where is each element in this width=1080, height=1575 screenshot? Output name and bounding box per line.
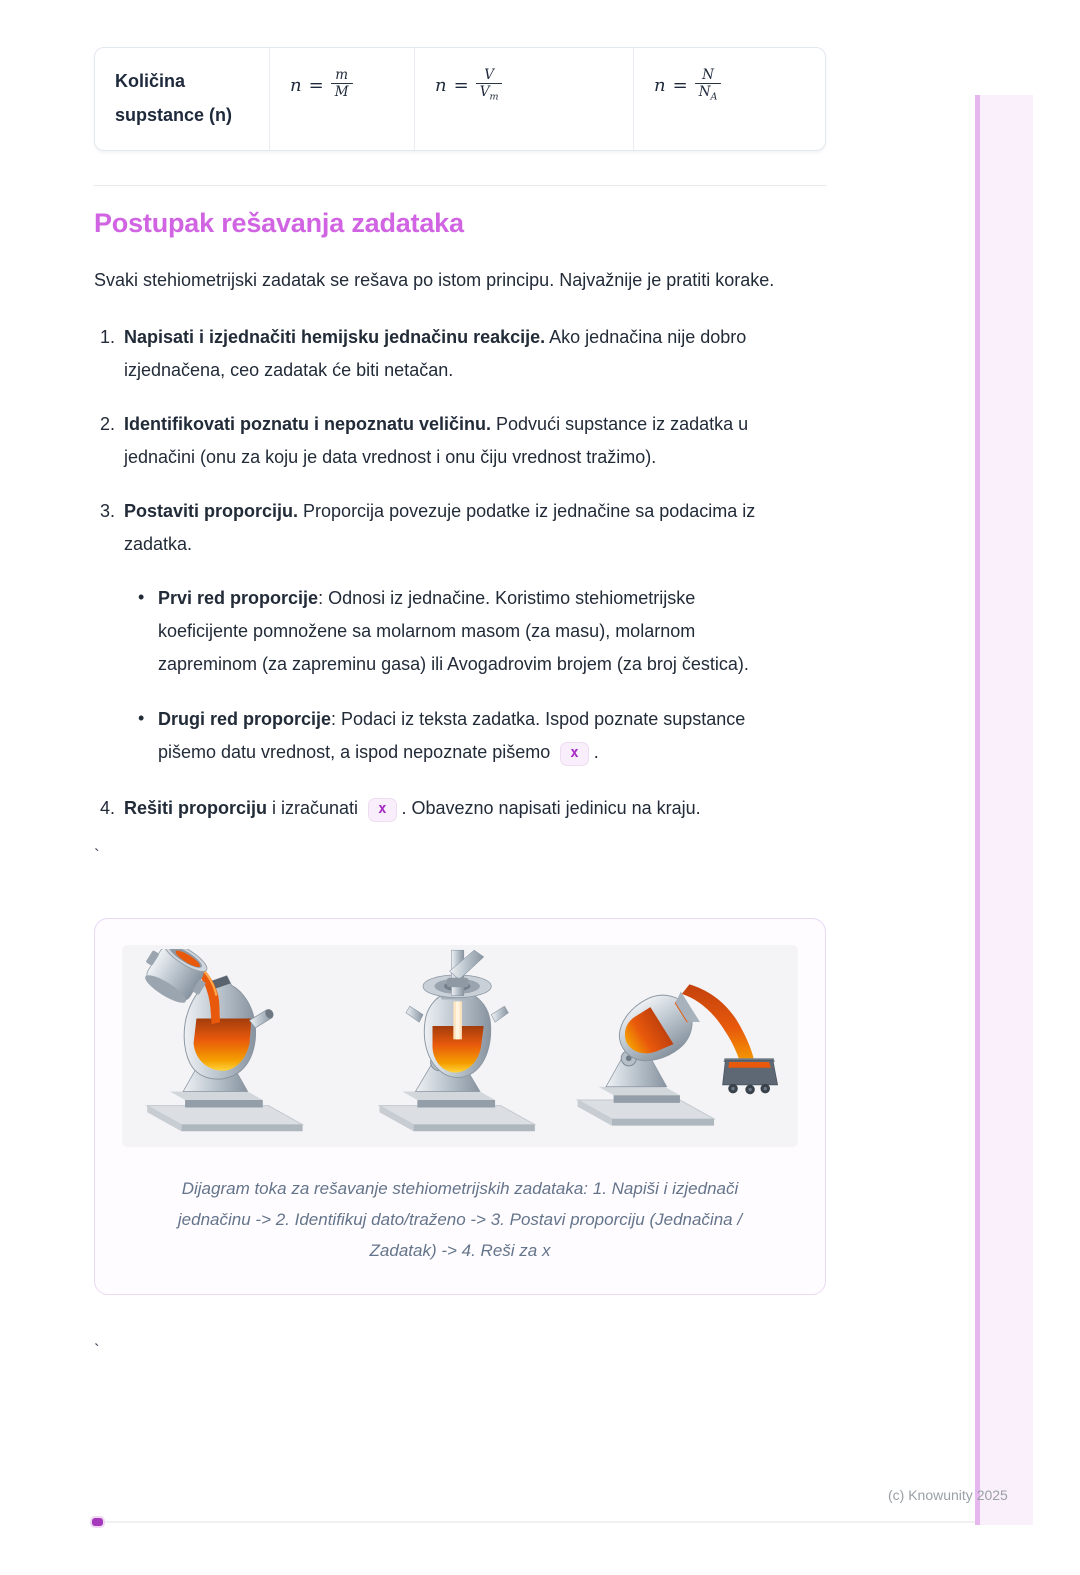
formula-n-m-over-M: n = $\frac{m}{M}$ bbox=[290, 68, 353, 103]
step-number: 2. bbox=[100, 414, 116, 434]
step-bold-text: Napisati i izjednačiti hemijsku jednačinu reakcije. bbox=[124, 327, 546, 347]
figure-image bbox=[122, 945, 798, 1147]
table-formula-cell bbox=[269, 48, 414, 150]
bullet-dot: • bbox=[138, 587, 145, 607]
converter-with-oxygen-lance-illustration bbox=[351, 949, 569, 1141]
progress-handle[interactable] bbox=[92, 1518, 103, 1526]
list-item bbox=[94, 582, 796, 681]
steps-list bbox=[94, 321, 826, 825]
converter-pouring-into-cart-illustration bbox=[570, 949, 788, 1141]
inline-code-x: x bbox=[368, 798, 396, 822]
inline-code-x: x bbox=[560, 742, 588, 766]
quantity-table-row bbox=[94, 47, 826, 151]
step-text: Podvući supstance iz zadatka u jednačini (onu za koju je data vrednost i onu čiju vrednost tražimo). bbox=[124, 414, 749, 467]
step-number: 1. bbox=[100, 327, 116, 347]
bullet-bold-text: Prvi red proporcije bbox=[158, 588, 319, 608]
figure-caption: Dijagram toka za rešavanje stehiometrijskih zadataka: 1. Napiši i izjednači jednačinu -> 2. Identifikuj dato/traženo -> 3. Postavi proporciju (Jednačina / Zadatak) -> 4. Reši za x bbox=[177, 1179, 743, 1260]
step-text: . Obavezno napisati jedinicu na kraju. bbox=[401, 798, 701, 818]
step-number: 4. bbox=[100, 798, 116, 818]
section-divider bbox=[94, 185, 826, 186]
list-item bbox=[94, 495, 826, 769]
step-text: i izračunati bbox=[267, 798, 364, 818]
section-heading: Postupak rešavanja zadataka bbox=[94, 208, 464, 238]
formula-n-V-over-Vm: n = $\frac{V}{V_m}$ bbox=[435, 68, 502, 103]
formula-n-N-over-NA: n = $\frac{N}{N_A}$ bbox=[654, 68, 721, 103]
step-text: Ako jednačina nije dobro izjednačena, ceo zadatak će biti netačan. bbox=[124, 327, 747, 380]
copyright-text: (c) Knowunity 2025 bbox=[888, 1487, 1008, 1503]
stray-backtick: ` bbox=[94, 1341, 100, 1360]
step-bold-text: Identifikovati poznatu i nepoznatu veličinu. bbox=[124, 414, 492, 434]
bullet-text: : Podaci iz teksta zadatka. Ispod poznate supstance pišemo datu vrednost, a ispod nepoznate pišemo bbox=[158, 709, 746, 762]
progress-track bbox=[93, 1521, 1033, 1523]
bullet-text: : Odnosi iz jednačine. Koristimo stehiometrijske koeficijente pomnožene sa molarnom masom (za masu), molarnom zapreminom (za zapreminu gasa) ili Avogadrovim brojem (za broj čestica). bbox=[158, 588, 749, 674]
table-header-cell: Količina supstance (n) bbox=[115, 71, 233, 125]
bullet-bold-text: Drugi red proporcije bbox=[158, 709, 332, 729]
page-edge-highlight-bar bbox=[975, 95, 1033, 1525]
ladle-pouring-into-converter-illustration bbox=[132, 949, 350, 1141]
sub-bullet-list bbox=[94, 582, 796, 769]
step-text: Proporcija povezuje podatke iz jednačine sa podacima iz zadatka. bbox=[124, 501, 756, 554]
step-number: 3. bbox=[100, 501, 116, 521]
table-formula-cell bbox=[633, 48, 827, 150]
bullet-text: . bbox=[593, 742, 599, 762]
table-formula-cell bbox=[414, 48, 633, 150]
intro-paragraph: Svaki stehiometrijski zadatak se rešava po istom principu. Najvažnije je pratiti korake. bbox=[94, 270, 775, 290]
list-item bbox=[94, 408, 826, 474]
step-bold-text: Rešiti proporciju bbox=[124, 798, 268, 818]
figure-card bbox=[94, 918, 826, 1295]
step-bold-text: Postaviti proporciju. bbox=[124, 501, 299, 521]
bullet-dot: • bbox=[138, 708, 145, 728]
list-item bbox=[94, 703, 796, 769]
list-item bbox=[94, 792, 826, 825]
stray-backtick: ` bbox=[94, 846, 100, 865]
list-item bbox=[94, 321, 826, 387]
